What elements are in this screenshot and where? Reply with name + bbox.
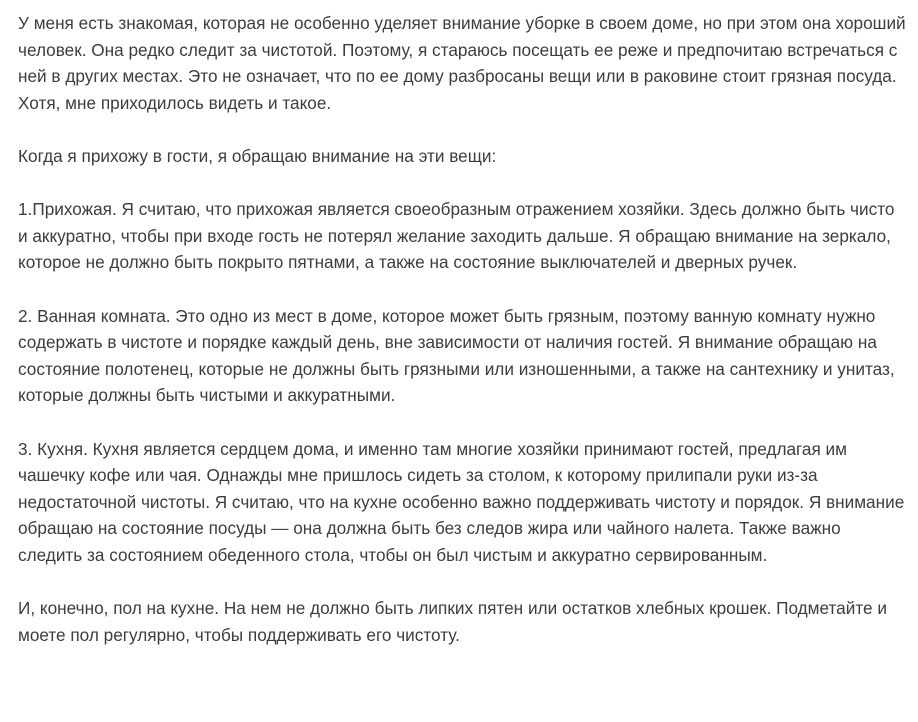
paragraph-kitchen-floor: И, конечно, пол на кухне. На нем не должно быть липких пятен или остатков хлебных крошек. Подметайте и моете пол регулярно, чтобы поддерживать его чистоту. — [18, 598, 887, 645]
paragraph-hallway: 1.Прихожая. Я считаю, что прихожая является своеобразным отражением хозяйки. Здесь должно быть чисто и аккуратно, чтобы при входе гость не потерял желание заходить дальше. Я обращаю внимание на зеркало, которое не должно быть покрыто пятнами, а также на состояние выключателей и дверных ручек. — [18, 199, 895, 273]
paragraph-intro: У меня есть знакомая, которая не особенно уделяет внимание уборке в своем доме, но при этом она хороший человек. Она редко следит за чистотой. Поэтому, я стараюсь посещать ее реже и предпочитаю встречаться с ней в других местах. Это не означает, что по ее дому разбросаны вещи или в раковине стоит грязная посуда. Хотя, мне приходилось видеть и такое. — [18, 13, 906, 113]
paragraph-lead-in: Когда я прихожу в гости, я обращаю внимание на эти вещи: — [18, 145, 497, 166]
paragraph-kitchen: 3. Кухня. Кухня является сердцем дома, и именно там многие хозяйки принимают гостей, предлагая им чашечку кофе или чая. Однажды мне пришлось сидеть за столом, к которому прилипали руки из-за недостаточной чистоты. Я считаю, что на кухне особенно важно поддерживать чистоту и порядок. Я внимание обращаю на состояние посуды — она должна быть без следов жира или чайного налета. Также важно следить за состоянием обеденного стола, чтобы он был чистым и аккуратно сервированным. — [18, 438, 905, 565]
paragraph-bathroom: 2. Ванная комната. Это одно из мест в доме, которое может быть грязным, поэтому ванную комнату нужно содержать в чистоте и порядке каждый день, вне зависимости от наличия гостей. Я внимание обращаю на состояние полотенец, которые не должны быть грязными или изношенными, а также на сантехнику и унитаз, которые должны быть чистыми и аккуратными. — [18, 305, 895, 406]
